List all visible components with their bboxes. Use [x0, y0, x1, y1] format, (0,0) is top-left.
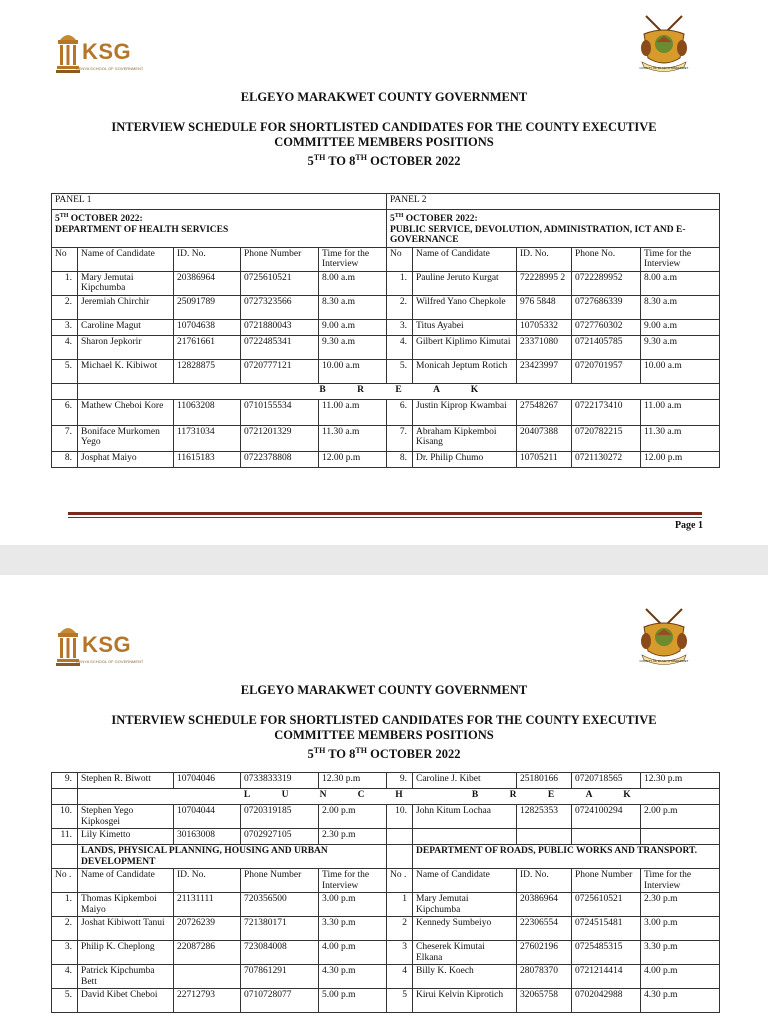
cell-id: 10705211 — [517, 451, 572, 467]
table-row — [52, 271, 720, 295]
cell-no: 6. — [52, 399, 78, 425]
col-header-name: Name of Candidate — [78, 869, 174, 893]
col-header-no: No . — [387, 869, 413, 893]
cell-phone: 0720777121 — [241, 359, 319, 383]
col-header-no: No — [387, 247, 413, 271]
cell-id: 20407388 — [517, 425, 572, 451]
schedule-dates: 5TH TO 8TH OCTOBER 2022 — [307, 153, 461, 169]
cell-id: 10705332 — [517, 319, 572, 335]
cell-name: Sharon Jepkorir — [78, 335, 174, 359]
cell-phone: 723084008 — [241, 941, 319, 965]
cell-name: Abraham Kipkemboi Kisang — [413, 425, 517, 451]
cell-no: 1. — [387, 271, 413, 295]
cell-id: 23371080 — [517, 335, 572, 359]
cell-id: 11731034 — [174, 425, 241, 451]
cell-time: 2.30 p.m — [641, 893, 720, 917]
cell-name: Kirui Kelvin Kiprotich — [413, 989, 517, 1013]
col-header-time: Time for the Interview — [319, 869, 387, 893]
cell-name: Thomas Kipkemboi Maiyo — [78, 893, 174, 917]
seal-text: COUNTY OF ELGEYO MARAKWET — [639, 66, 689, 70]
cell-phone: 707861291 — [241, 965, 319, 989]
table-row — [52, 359, 720, 383]
col-header-no: No . — [52, 869, 78, 893]
table-row: 11. Lily Kimetto 30163008 0702927105 2.30 p.m — [52, 829, 720, 845]
table-row — [52, 989, 720, 1013]
cell-no: 2. — [52, 917, 78, 941]
cell-name: Caroline J. Kibet — [413, 773, 517, 789]
break-letter: B — [471, 790, 479, 800]
cell-phone: 0725485315 — [572, 941, 641, 965]
cell-id: 976 5848 — [517, 295, 572, 319]
cell-time: 4.30 p.m — [641, 989, 720, 1013]
ksg-logo-text: KSG — [82, 39, 132, 64]
table-row — [52, 805, 720, 829]
cell-phone: 720356500 — [241, 893, 319, 917]
schedule-title-line1: INTERVIEW SCHEDULE FOR SHORTLISTED CANDIDATES FOR THE COUNTY EXECUTIVE — [111, 120, 657, 134]
cell-id: 28078370 — [517, 965, 572, 989]
cell-time: 12.00 p.m — [641, 451, 720, 467]
break-label — [78, 383, 720, 399]
break-letter: H — [395, 790, 403, 800]
panel-1-label: PANEL 1 — [52, 194, 387, 210]
cell-id: 10704638 — [174, 319, 241, 335]
table-row — [52, 917, 720, 941]
cell-name: John Kitum Lochaa — [413, 805, 517, 829]
cell-no: 3. — [387, 319, 413, 335]
table-row — [52, 425, 720, 451]
cell-id: 20726239 — [174, 917, 241, 941]
cell-phone: 0710155534 — [241, 399, 319, 425]
cell-id: 10704046 — [174, 773, 241, 789]
cell-time: 9.00 a.m — [319, 319, 387, 335]
table-row — [52, 335, 720, 359]
cell-phone: 0720701957 — [572, 359, 641, 383]
col-header-time: Time for the Interview — [319, 247, 387, 271]
cell-phone: 0720782215 — [572, 425, 641, 451]
cell-phone: 0720718565 — [572, 773, 641, 789]
col-header-id: ID. No. — [517, 247, 572, 271]
col-header-name: Name of Candidate — [413, 869, 517, 893]
cell-name: Stephen Yego Kipkosgei — [78, 805, 174, 829]
cell-no: 2 — [387, 917, 413, 941]
cell-time: 3.30 p.m — [641, 941, 720, 965]
cell-time: 8.30 a.m — [641, 295, 720, 319]
cell-phone: 721380171 — [241, 917, 319, 941]
cell-name: Titus Ayabei — [413, 319, 517, 335]
cell-time: 4.30 p.m — [319, 965, 387, 989]
cell-name: Joshat Kibiwott Tanui — [78, 917, 174, 941]
cell-id: 25091789 — [174, 295, 241, 319]
cell-id: 20386964 — [174, 271, 241, 295]
cell-name: Pauline Jeruto Kurgat — [413, 271, 517, 295]
cell-name: Mathew Cheboi Kore — [78, 399, 174, 425]
cell-no: 1 — [387, 893, 413, 917]
cell-no: 10. — [52, 805, 78, 829]
cell-time: 3.30 p.m — [319, 917, 387, 941]
cell-id: 22087286 — [174, 941, 241, 965]
cell-no: 5. — [387, 359, 413, 383]
col-header-phone: Phone Number — [241, 247, 319, 271]
cell-name: Mary Jemutai Kipchumba — [78, 271, 174, 295]
cell-phone: 0721405785 — [572, 335, 641, 359]
ksg-logo-subtitle: KENYA SCHOOL OF GOVERNMENT — [76, 659, 144, 664]
cell-no: 3. — [52, 941, 78, 965]
cell-no: 4. — [52, 335, 78, 359]
cell-id: 12828875 — [174, 359, 241, 383]
col-header-time: Time for the Interview — [641, 247, 720, 271]
cell-time: 11.30 a.m — [641, 425, 720, 451]
county-seal — [636, 605, 692, 674]
cell-phone: 0727323566 — [241, 295, 319, 319]
cell-name: Dr. Philip Chumo — [413, 451, 517, 467]
cell-id: 20386964 — [517, 893, 572, 917]
roads-department-heading: DEPARTMENT OF ROADS, PUBLIC WORKS AND TRANSPORT. — [413, 845, 720, 869]
cell-no: 4. — [387, 335, 413, 359]
cell-phone: 0710728077 — [241, 989, 319, 1013]
break-letter: C — [357, 790, 365, 800]
ksg-logo-subtitle: KENYA SCHOOL OF GOVERNMENT — [76, 66, 144, 71]
break-letter: A — [585, 790, 593, 800]
cell-id: 22712793 — [174, 989, 241, 1013]
cell-time: 11.00 a.m — [319, 399, 387, 425]
cell-id: 32065758 — [517, 989, 572, 1013]
break-letter: R — [509, 790, 517, 800]
break-letter: B — [319, 384, 326, 395]
cell-no: 8. — [52, 451, 78, 467]
table-row — [52, 773, 720, 789]
panel-2-department: 5TH OCTOBER 2022: PUBLIC SERVICE, DEVOLUTION, ADMINISTRATION, ICT AND E-GOVERNANCE — [387, 210, 720, 248]
cell-time: 3.00 p.m — [319, 893, 387, 917]
cell-time: 12.00 p.m — [319, 451, 387, 467]
cell-time: 2.00 p.m — [319, 805, 387, 829]
county-title: ELGEYO MARAKWET COUNTY GOVERNMENT — [240, 683, 528, 697]
cell-phone: 0733833319 — [241, 773, 319, 789]
cell-phone: 0724515481 — [572, 917, 641, 941]
break-letter: K — [470, 384, 479, 395]
cell-name: Justin Kiprop Kwambai — [413, 399, 517, 425]
col-header-time: Time for the Interview — [641, 869, 720, 893]
cell-phone: 0727686339 — [572, 295, 641, 319]
cell-name: Josphat Maiyo — [78, 451, 174, 467]
break-letter: E — [547, 790, 555, 800]
cell-time: 8.00 a.m — [641, 271, 720, 295]
break-letter: A — [433, 384, 440, 395]
ksg-logo — [56, 623, 144, 667]
lunch-break-row — [52, 789, 720, 805]
panel-schedule-table-p1 — [51, 193, 720, 468]
cell-id: 22306554 — [517, 917, 572, 941]
cell-no: 3 — [387, 941, 413, 965]
col-header-name: Name of Candidate — [413, 247, 517, 271]
cell-name: Cheserek Kimutai Elkana — [413, 941, 517, 965]
panel-2-label: PANEL 2 — [387, 194, 720, 210]
page-footer-rule — [68, 512, 702, 518]
cell-time: 8.30 a.m — [319, 295, 387, 319]
cell-no: 2. — [52, 295, 78, 319]
col-header-name: Name of Candidate — [78, 247, 174, 271]
cell-time: 4.00 p.m — [641, 965, 720, 989]
seal-text: COUNTY OF ELGEYO MARAKWET — [639, 659, 689, 663]
cell-name: Mary Jemutai Kipchumba — [413, 893, 517, 917]
cell-name: Boniface Murkomen Yego — [78, 425, 174, 451]
cell-no: 8. — [387, 451, 413, 467]
cell-id: 72228995 2 — [517, 271, 572, 295]
cell-phone: 0721214414 — [572, 965, 641, 989]
panel-1-department: 5TH OCTOBER 2022: DEPARTMENT OF HEALTH SERVICES — [52, 210, 387, 248]
cell-name: Kennedy Sumbeiyo — [413, 917, 517, 941]
lunch-break-label — [78, 789, 720, 805]
cell-name: Caroline Magut — [78, 319, 174, 335]
cell-phone: 0725610521 — [241, 271, 319, 295]
cell-id — [174, 965, 241, 989]
schedule-dates: 5TH TO 8TH OCTOBER 2022 — [307, 746, 461, 762]
table-row — [52, 941, 720, 965]
cell-name: Jeremiah Chirchir — [78, 295, 174, 319]
cell-name: Billy K. Koech — [413, 965, 517, 989]
break-row — [52, 383, 720, 399]
lands-department-heading: LANDS, PHYSICAL PLANNING, HOUSING AND URBAN DEVELOPMENT — [78, 845, 387, 869]
cell-name: David Kibet Cheboi — [78, 989, 174, 1013]
cell-time: 9.00 a.m — [641, 319, 720, 335]
cell-id: 10704044 — [174, 805, 241, 829]
col-header-id: ID. No. — [174, 869, 241, 893]
col-header-no: No — [52, 247, 78, 271]
table-row — [52, 893, 720, 917]
cell-time: 5.00 p.m — [319, 989, 387, 1013]
cell-no: 9. — [52, 773, 78, 789]
cell-phone: 0702042988 — [572, 989, 641, 1013]
ksg-logo — [56, 30, 144, 74]
cell-time: 9.30 a.m — [319, 335, 387, 359]
cell-phone: 0722289952 — [572, 271, 641, 295]
break-letter: K — [623, 790, 631, 800]
cell-phone: 0725610521 — [572, 893, 641, 917]
cell-name: Monicah Jeptum Rotich — [413, 359, 517, 383]
cell-name: Patrick Kipchumba Bett — [78, 965, 174, 989]
cell-id: 27548267 — [517, 399, 572, 425]
cell-no: 7. — [387, 425, 413, 451]
cell-no: 5. — [52, 989, 78, 1013]
cell-time: 9.30 a.m — [641, 335, 720, 359]
cell-no: 5 — [387, 989, 413, 1013]
ksg-logo-text: KSG — [82, 632, 132, 657]
cell-phone: 0727760302 — [572, 319, 641, 335]
cell-no: 6. — [387, 399, 413, 425]
cell-id: 12825353 — [517, 805, 572, 829]
table-row — [52, 399, 720, 425]
cell-phone: 0720319185 — [241, 805, 319, 829]
schedule-title-line1: INTERVIEW SCHEDULE FOR SHORTLISTED CANDIDATES FOR THE COUNTY EXECUTIVE — [111, 713, 657, 727]
cell-no: 4 — [387, 965, 413, 989]
break-letter: N — [319, 790, 327, 800]
cell-id: 11615183 — [174, 451, 241, 467]
cell-time: 8.00 a.m — [319, 271, 387, 295]
cell-time: 10.00 a.m — [641, 359, 720, 383]
panel-schedule-table-p2 — [51, 772, 720, 1013]
table-row — [52, 965, 720, 989]
break-letter: R — [357, 384, 364, 395]
cell-time: 12.30 p.m — [319, 773, 387, 789]
col-header-phone: Phone Number — [241, 869, 319, 893]
schedule-title-line2: COMMITTEE MEMBERS POSITIONS — [274, 728, 494, 742]
cell-time: 10.00 a.m — [319, 359, 387, 383]
county-seal — [636, 12, 692, 81]
column-header-row — [52, 869, 720, 893]
cell-name: Philip K. Cheplong — [78, 941, 174, 965]
cell-phone: 0721201329 — [241, 425, 319, 451]
cell-no: 4. — [52, 965, 78, 989]
cell-name: Michael K. Kibiwot — [78, 359, 174, 383]
page-number: Page 1 — [674, 520, 703, 531]
col-header-phone: Phone Number — [572, 869, 641, 893]
cell-no: 7. — [52, 425, 78, 451]
col-header-id: ID. No. — [517, 869, 572, 893]
county-title: ELGEYO MARAKWET COUNTY GOVERNMENT — [240, 90, 528, 104]
break-letter: L — [243, 790, 251, 800]
cell-time: 11.30 a.m — [319, 425, 387, 451]
col-header-phone: Phone No. — [572, 247, 641, 271]
table-row — [52, 319, 720, 335]
cell-time: 12.30 p.m — [641, 773, 720, 789]
cell-time: 4.00 p.m — [319, 941, 387, 965]
cell-time: 3.00 p.m — [641, 917, 720, 941]
cell-no: 1. — [52, 271, 78, 295]
cell-no: 3. — [52, 319, 78, 335]
cell-phone: 0724100294 — [572, 805, 641, 829]
cell-phone: 0722173410 — [572, 399, 641, 425]
cell-phone: 0722378808 — [241, 451, 319, 467]
cell-id: 23423997 — [517, 359, 572, 383]
cell-name: Stephen R. Biwott — [78, 773, 174, 789]
cell-name: Gilbert Kiplimo Kimutai — [413, 335, 517, 359]
break-letter: U — [281, 790, 289, 800]
column-header-row — [52, 247, 720, 271]
cell-id: 27602196 — [517, 941, 572, 965]
break-letter: E — [395, 384, 402, 395]
cell-no: 10. — [387, 805, 413, 829]
cell-time: 11.00 a.m — [641, 399, 720, 425]
cell-id: 25180166 — [517, 773, 572, 789]
table-row — [52, 451, 720, 467]
cell-phone: 0721880043 — [241, 319, 319, 335]
cell-name: Wilfred Yano Chepkole — [413, 295, 517, 319]
cell-no: 1. — [52, 893, 78, 917]
cell-phone: 0721130272 — [572, 451, 641, 467]
schedule-title-line2: COMMITTEE MEMBERS POSITIONS — [274, 135, 494, 149]
cell-no: 5. — [52, 359, 78, 383]
cell-id: 21761661 — [174, 335, 241, 359]
cell-time: 2.00 p.m — [641, 805, 720, 829]
table-row — [52, 295, 720, 319]
cell-id: 21131111 — [174, 893, 241, 917]
cell-no: 2. — [387, 295, 413, 319]
cell-id: 11063208 — [174, 399, 241, 425]
page-2 — [0, 575, 768, 1024]
cell-phone: 0722485341 — [241, 335, 319, 359]
col-header-id: ID. No. — [174, 247, 241, 271]
cell-no: 9. — [387, 773, 413, 789]
